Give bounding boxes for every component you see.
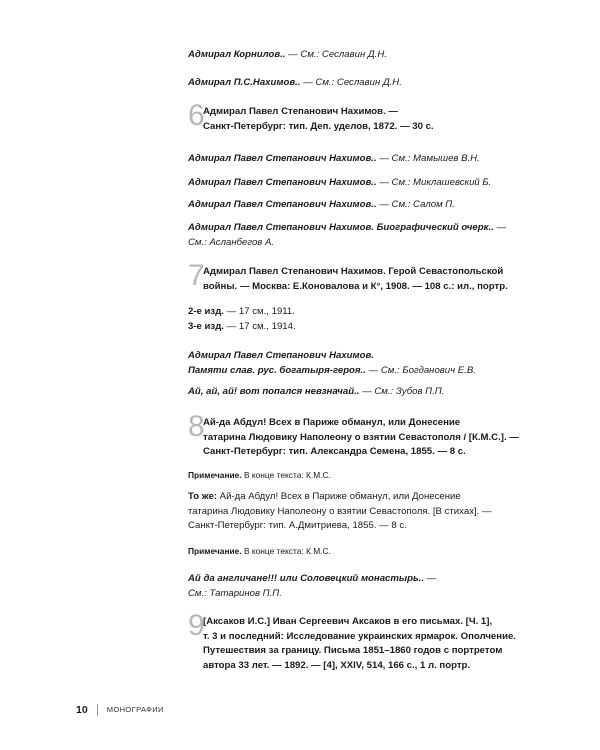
footer-divider <box>97 704 98 716</box>
xref-see: См.: Татаринов П.П. <box>188 587 282 599</box>
edition-text: — 17 см., 1911. <box>226 306 295 317</box>
entry-line: Ай-да Абдул! Всех в Париже обманул, или Донесение <box>203 417 461 428</box>
entry-number: 9 <box>188 609 205 642</box>
xref-title: Ай да англичане!!! или Соловецкий монастырь.. <box>188 573 424 584</box>
entry-line: Санкт-Петербург: тип. Александра Семена, 1855. — 8 с. <box>203 446 466 457</box>
xref-pavel-3 <box>188 198 524 213</box>
note-2 <box>188 545 524 557</box>
entry-text <box>203 416 524 460</box>
note-1 <box>188 469 524 481</box>
xref-see: — См.: Миклашевский Б. <box>379 177 492 188</box>
entry-text <box>203 265 524 294</box>
page-number: 10 <box>76 704 88 716</box>
xref-ai-ai <box>188 385 524 400</box>
entry-line: войны. — Москва: Е.Коновалова и К°, 1908. — 108 с.: ил., портр. <box>203 280 508 292</box>
entry-line: [Аксаков И.С.] Иван Сергеевич Аксаков в его письмах. [Ч. 1], <box>203 616 493 627</box>
xref-see: — См.: Сеславин Д.Н. <box>288 49 387 60</box>
same-line: Санкт-Петербург: тип. А.Дмитриева, 1855. — 8 с. <box>188 520 407 531</box>
edition-label: 3-е изд. <box>188 320 224 332</box>
entry-6 <box>188 99 524 134</box>
same-line: Ай-да Абдул! Всех в Париже обманул, или Донесение <box>219 491 461 502</box>
entry-line: Адмирал Павел Степанович Нахимов. — <box>203 106 398 117</box>
edition-3 <box>188 320 524 335</box>
xref-title: Адмирал Павел Степанович Нахимов.. <box>188 153 377 164</box>
xref-title: Адмирал Павел Степанович Нахимов.. <box>188 199 377 210</box>
xref-see: — См.: Салом П. <box>379 199 455 210</box>
same-line: татарина Людовику Наполеону о взятии Севастополя. [В стихах]. — <box>188 505 492 517</box>
section-name: МОНОГРАФИИ <box>106 705 164 714</box>
entry-line: т. 3 и последний: Исследование украинских ярмарок. Ополчение. <box>203 630 516 642</box>
xref-pavel-bio <box>188 221 524 250</box>
entry-text <box>203 105 524 134</box>
xref-see: — См.: Зубов П.П. <box>362 386 445 397</box>
edition-label: 2-е изд. <box>188 306 224 317</box>
entry-line: Адмирал Павел Степанович Нахимов. Герой Севастопольской <box>203 266 504 277</box>
xref-see: — См.: Сеславин Д.Н. <box>303 77 402 88</box>
entry-line: автора 33 лет. — 1892. — [4], XXIV, 514, 166 с., 1 л. портр. <box>203 659 471 671</box>
xref-see-dash: — <box>426 573 437 584</box>
xref-title: Адмирал Павел Степанович Нахимов. <box>188 350 374 361</box>
xref-kornilov <box>188 48 524 63</box>
entry-line: Санкт-Петербург: тип. Деп. уделов, 1872. — 30 с. <box>203 120 434 132</box>
entry-9 <box>188 609 524 673</box>
entry-7 <box>188 259 524 294</box>
entry-line: Путешествия за границу. Письма 1851–1860 годов с портретом <box>203 645 503 656</box>
xref-pavel-2 <box>188 176 524 191</box>
xref-title: Памяти слав. рус. богатыря-героя.. <box>188 364 366 376</box>
xref-title: Адмирал Корнилов.. <box>188 49 286 60</box>
note-label: Примечание. <box>188 470 242 480</box>
edition-text: — 17 см., 1914. <box>226 320 296 332</box>
xref-see: — См.: Богданович Е.В. <box>368 364 476 376</box>
entry-number: 7 <box>188 259 205 292</box>
edition-list <box>188 305 524 334</box>
entry-line: татарина Людовику Наполеону о взятии Севастополя / [К.М.С.]. — <box>203 431 519 443</box>
xref-nakhimov-ps <box>188 76 524 91</box>
xref-pamyati <box>188 349 524 378</box>
note-text: В конце текста: К.М.С. <box>243 546 331 556</box>
entry-8 <box>188 410 524 460</box>
xref-title: Адмирал П.С.Нахимов.. <box>188 77 301 88</box>
same-as <box>188 490 524 534</box>
xref-anglichane <box>188 572 524 601</box>
xref-see-dash: — <box>496 222 507 233</box>
entry-number: 6 <box>188 99 205 132</box>
xref-title: Ай, ай, ай! вот попался невзначай.. <box>188 386 360 397</box>
xref-see: — См.: Мамышев В.Н. <box>379 153 480 164</box>
entry-text <box>203 615 524 673</box>
page-footer <box>76 704 164 716</box>
xref-see: См.: Асланбегов А. <box>188 236 275 248</box>
note-label: Примечание. <box>188 546 242 556</box>
edition-2 <box>188 305 524 320</box>
note-text: В конце текста: К.М.С. <box>243 470 331 480</box>
same-label: То же: <box>188 491 217 502</box>
xref-title: Адмирал Павел Степанович Нахимов. Биографический очерк.. <box>188 222 494 233</box>
xref-pavel-1 <box>188 152 524 167</box>
entry-number: 8 <box>188 410 205 443</box>
xref-title: Адмирал Павел Степанович Нахимов.. <box>188 177 377 188</box>
